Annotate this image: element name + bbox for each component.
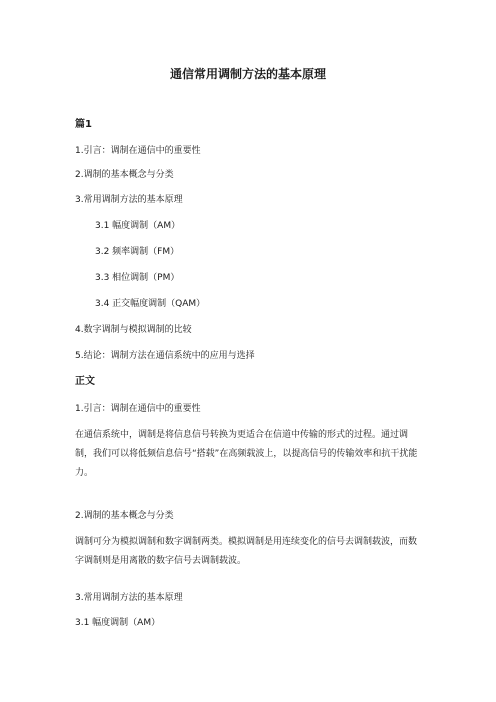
outline-item-5: 5.结论：调制方法在通信系统中的应用与选择 — [75, 351, 255, 361]
outline-item-1: 1.引言：调制在通信中的重要性 — [75, 146, 201, 156]
body-heading-2: 2.调制的基本概念与分类 — [75, 511, 174, 521]
body-paragraph-1: 在通信系统中，调制是将信息信号转换为更适合在信道中传输的形式的过程。通过调制，我们可以将低频信息信号“搭载”在高频载波上，以提高信号的传输效率和抗干扰能力。 — [75, 430, 418, 478]
outline-subitem-3-3: 3.3 相位调制（PM） — [95, 273, 180, 283]
outline-subitem-3-1: 3.1 幅度调制（AM） — [95, 221, 181, 231]
body-paragraph-2: 调制可分为模拟调制和数字调制两类。模拟调制是用连续变化的信号去调制载波，而数字调制则是用离散的数字信号去调制载波。 — [75, 537, 418, 566]
body-heading-1: 1.引言：调制在通信中的重要性 — [75, 404, 201, 414]
outline-subitem-3-4: 3.4 正交幅度调制（QAM） — [95, 299, 206, 309]
body-label: 正文 — [75, 376, 95, 387]
outline-subitem-3-2: 3.2 频率调制（FM） — [95, 247, 180, 257]
outline-item-2: 2.调制的基本概念与分类 — [75, 170, 174, 180]
section-label: 篇1 — [75, 119, 92, 130]
outline-item-3: 3.常用调制方法的基本原理 — [75, 195, 183, 205]
body-subheading-3-1: 3.1 幅度调制（AM） — [75, 618, 161, 628]
body-heading-3: 3.常用调制方法的基本原理 — [75, 593, 183, 603]
outline-item-4: 4.数字调制与模拟调制的比较 — [75, 325, 192, 335]
document-title: 通信常用调制方法的基本原理 — [169, 67, 326, 81]
